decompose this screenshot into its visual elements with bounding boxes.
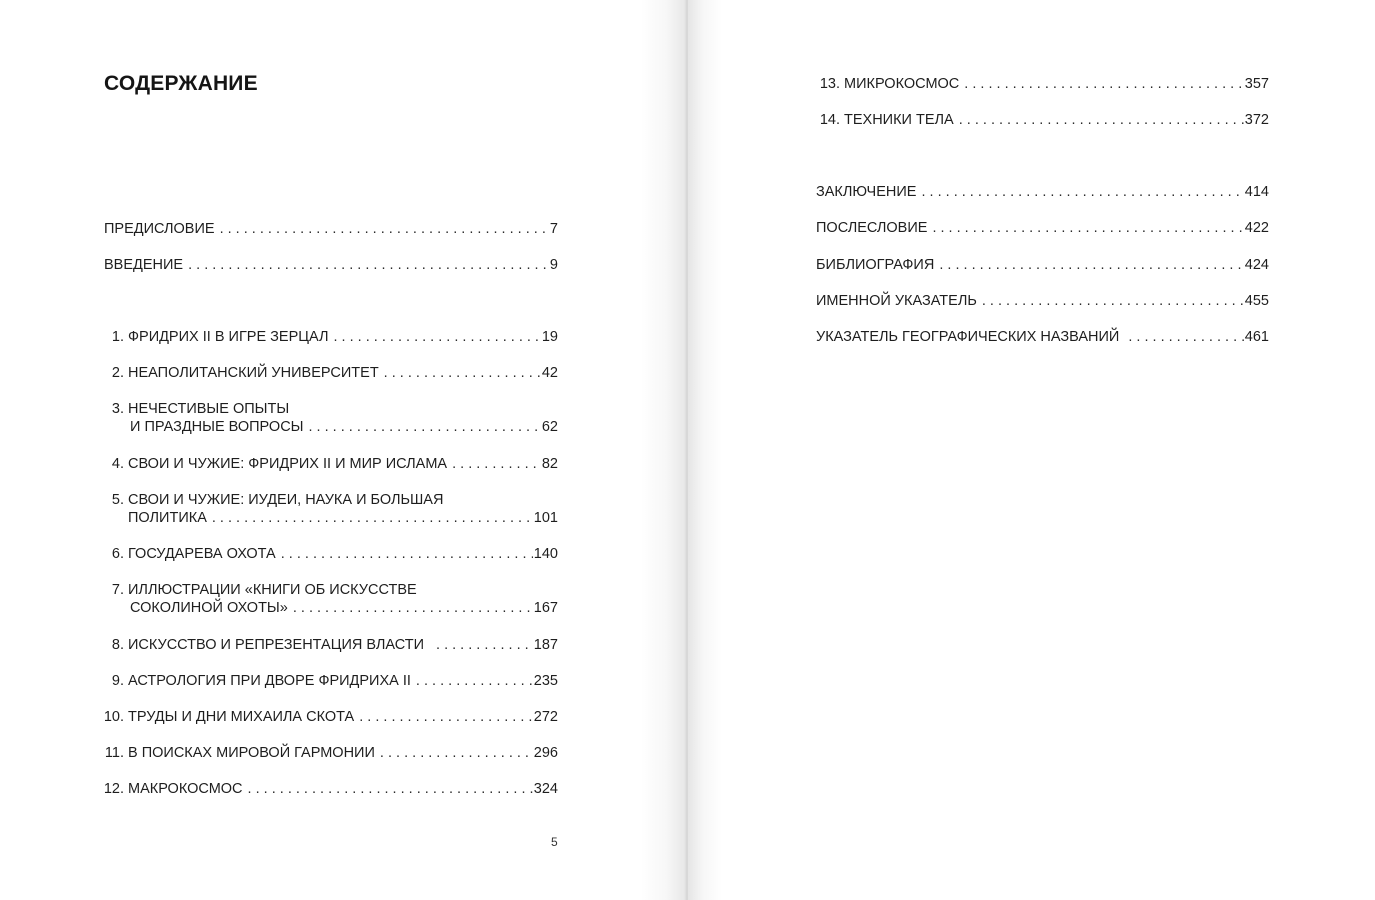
toc-entry-title: НЕЧЕСТИВЫЕ ОПЫТЫ: [128, 401, 290, 417]
chapter-number: 2.: [111, 365, 124, 381]
toc-entry-chapter-10[interactable]: [100, 708, 558, 726]
toc-entry-title: МАКРОКОСМОС: [128, 781, 243, 797]
toc-entry-preface[interactable]: [104, 220, 558, 238]
toc-entry-introduction[interactable]: [104, 256, 558, 274]
toc-entry-title: СВОИ И ЧУЖИЕ: ИУДЕИ, НАУКА И БОЛЬШАЯ: [128, 492, 444, 508]
chapter-number: 12.: [103, 781, 124, 797]
toc-entry-chapter-5-line-2[interactable]: [128, 509, 558, 527]
toc-entry-title-continued: И ПРАЗДНЫЕ ВОПРОСЫ: [130, 419, 304, 435]
toc-entry-title: ГОСУДАРЕВА ОХОТА: [128, 546, 276, 562]
toc-entry-page: 9: [549, 257, 558, 273]
chapter-number: 3.: [111, 401, 124, 417]
toc-entry-page: 167: [533, 600, 558, 616]
toc-entry-page: 140: [533, 546, 558, 562]
dot-leader: [452, 455, 541, 473]
right-page: [688, 0, 1375, 900]
dot-leader: [281, 545, 533, 563]
dot-leader: [220, 220, 549, 238]
toc-entry-page: 235: [533, 673, 558, 689]
toc-entry-page: 272: [533, 709, 558, 725]
toc-entry-name-index[interactable]: [816, 292, 1269, 310]
dot-leader: [380, 744, 533, 762]
gutter-shadow-left: [640, 0, 688, 900]
page-title: СОДЕРЖАНИЕ: [104, 72, 258, 95]
dot-leader: [921, 183, 1243, 201]
toc-entry-page: 62: [541, 419, 558, 435]
toc-entry-chapter-7-line-1[interactable]: [100, 581, 417, 599]
toc-entry-geographic-index[interactable]: [816, 328, 1269, 346]
toc-entry-title: ИСКУССТВО И РЕПРЕЗЕНТАЦИЯ ВЛАСТИ: [128, 637, 425, 653]
toc-entry-chapter-1[interactable]: [100, 328, 558, 346]
dot-leader: [982, 292, 1244, 310]
toc-entry-title: ТЕХНИКИ ТЕЛА: [844, 112, 954, 128]
toc-entry-title: ИМЕННОЙ УКАЗАТЕЛЬ: [816, 293, 977, 309]
chapter-number: 7.: [111, 582, 124, 598]
toc-entry-page: 19: [541, 329, 558, 345]
dot-leader: [964, 75, 1244, 93]
toc-entry-chapter-5-line-1[interactable]: [100, 491, 443, 509]
toc-entry-title: ВВЕДЕНИЕ: [104, 257, 184, 273]
dot-leader: [959, 111, 1244, 129]
dot-leader: [384, 364, 541, 382]
toc-entry-chapter-4[interactable]: [100, 455, 558, 473]
chapter-number: 9.: [111, 673, 124, 689]
toc-entry-chapter-11[interactable]: [100, 744, 558, 762]
dot-leader: [248, 780, 533, 798]
chapter-number: 5.: [111, 492, 124, 508]
toc-entry-page: 324: [533, 781, 558, 797]
chapter-number: 13.: [819, 76, 840, 92]
toc-entry-title: УКАЗАТЕЛЬ ГЕОГРАФИЧЕСКИХ НАЗВАНИЙ: [816, 329, 1120, 345]
page-number: 5: [551, 835, 558, 849]
toc-entry-chapter-3-line-1[interactable]: [100, 400, 289, 418]
chapter-number: 10.: [103, 709, 124, 725]
toc-entry-page: 414: [1244, 184, 1269, 200]
toc-entry-title: ФРИДРИХ II В ИГРЕ ЗЕРЦАЛ: [128, 329, 329, 345]
toc-entry-page: 372: [1244, 112, 1269, 128]
dot-leader: [436, 636, 533, 654]
toc-entry-title: ПОСЛЕСЛОВИЕ: [816, 220, 928, 236]
dot-leader: [188, 256, 549, 274]
dot-leader: [293, 599, 533, 617]
dot-leader: [359, 708, 533, 726]
toc-entry-page: 357: [1244, 76, 1269, 92]
toc-entry-title: МИКРОКОСМОС: [844, 76, 960, 92]
toc-entry-title-continued: ПОЛИТИКА: [128, 510, 207, 526]
toc-entry-bibliography[interactable]: [816, 256, 1269, 274]
toc-entry-page: 7: [549, 221, 558, 237]
toc-entry-chapter-7-line-2[interactable]: [130, 599, 558, 617]
dot-leader: [416, 672, 533, 690]
dot-leader: [309, 418, 541, 436]
left-page: [0, 0, 685, 900]
chapter-number: 8.: [111, 637, 124, 653]
toc-entry-chapter-12[interactable]: [100, 780, 558, 798]
toc-entry-page: 455: [1244, 293, 1269, 309]
toc-entry-title: ТРУДЫ И ДНИ МИХАИЛА СКОТА: [128, 709, 355, 725]
dot-leader: [932, 219, 1243, 237]
toc-entry-page: 187: [533, 637, 558, 653]
dot-leader: [212, 509, 533, 527]
toc-entry-title: В ПОИСКАХ МИРОВОЙ ГАРМОНИИ: [128, 745, 375, 761]
toc-entry-title: БИБЛИОГРАФИЯ: [816, 257, 935, 273]
toc-entry-page: 82: [541, 456, 558, 472]
toc-entry-title: ИЛЛЮСТРАЦИИ «КНИГИ ОБ ИСКУССТВЕ: [128, 582, 417, 598]
dot-leader: [1128, 328, 1243, 346]
toc-entry-title: ЗАКЛЮЧЕНИЕ: [816, 184, 917, 200]
dot-leader: [939, 256, 1243, 274]
chapter-number: 14.: [819, 112, 840, 128]
toc-entry-chapter-6[interactable]: [100, 545, 558, 563]
toc-entry-chapter-13[interactable]: [816, 75, 1269, 93]
toc-entry-page: 422: [1244, 220, 1269, 236]
toc-entry-title: СВОИ И ЧУЖИЕ: ФРИДРИХ II И МИР ИСЛАМА: [128, 456, 448, 472]
toc-entry-page: 424: [1244, 257, 1269, 273]
toc-entry-page: 42: [541, 365, 558, 381]
toc-entry-conclusion[interactable]: [816, 183, 1269, 201]
chapter-number: 1.: [111, 329, 124, 345]
toc-entry-chapter-3-line-2[interactable]: [130, 418, 558, 436]
toc-entry-page: 461: [1244, 329, 1269, 345]
toc-entry-chapter-14[interactable]: [816, 111, 1269, 129]
toc-entry-afterword[interactable]: [816, 219, 1269, 237]
dot-leader: [334, 328, 541, 346]
toc-entry-chapter-8[interactable]: [100, 636, 558, 654]
toc-entry-title: ПРЕДИСЛОВИЕ: [104, 221, 215, 237]
toc-entry-title-continued: СОКОЛИНОЙ ОХОТЫ»: [130, 600, 288, 616]
toc-entry-chapter-9[interactable]: [100, 672, 558, 690]
chapter-number: 6.: [111, 546, 124, 562]
toc-entry-title: АСТРОЛОГИЯ ПРИ ДВОРЕ ФРИДРИХА II: [128, 673, 411, 689]
toc-entry-page: 101: [533, 510, 558, 526]
toc-entry-chapter-2[interactable]: [100, 364, 558, 382]
chapter-number: 4.: [111, 456, 124, 472]
chapter-number: 11.: [104, 745, 124, 761]
toc-entry-title: НЕАПОЛИТАНСКИЙ УНИВЕРСИТЕТ: [128, 365, 379, 381]
toc-entry-page: 296: [533, 745, 558, 761]
gutter-shadow-right: [688, 0, 722, 900]
